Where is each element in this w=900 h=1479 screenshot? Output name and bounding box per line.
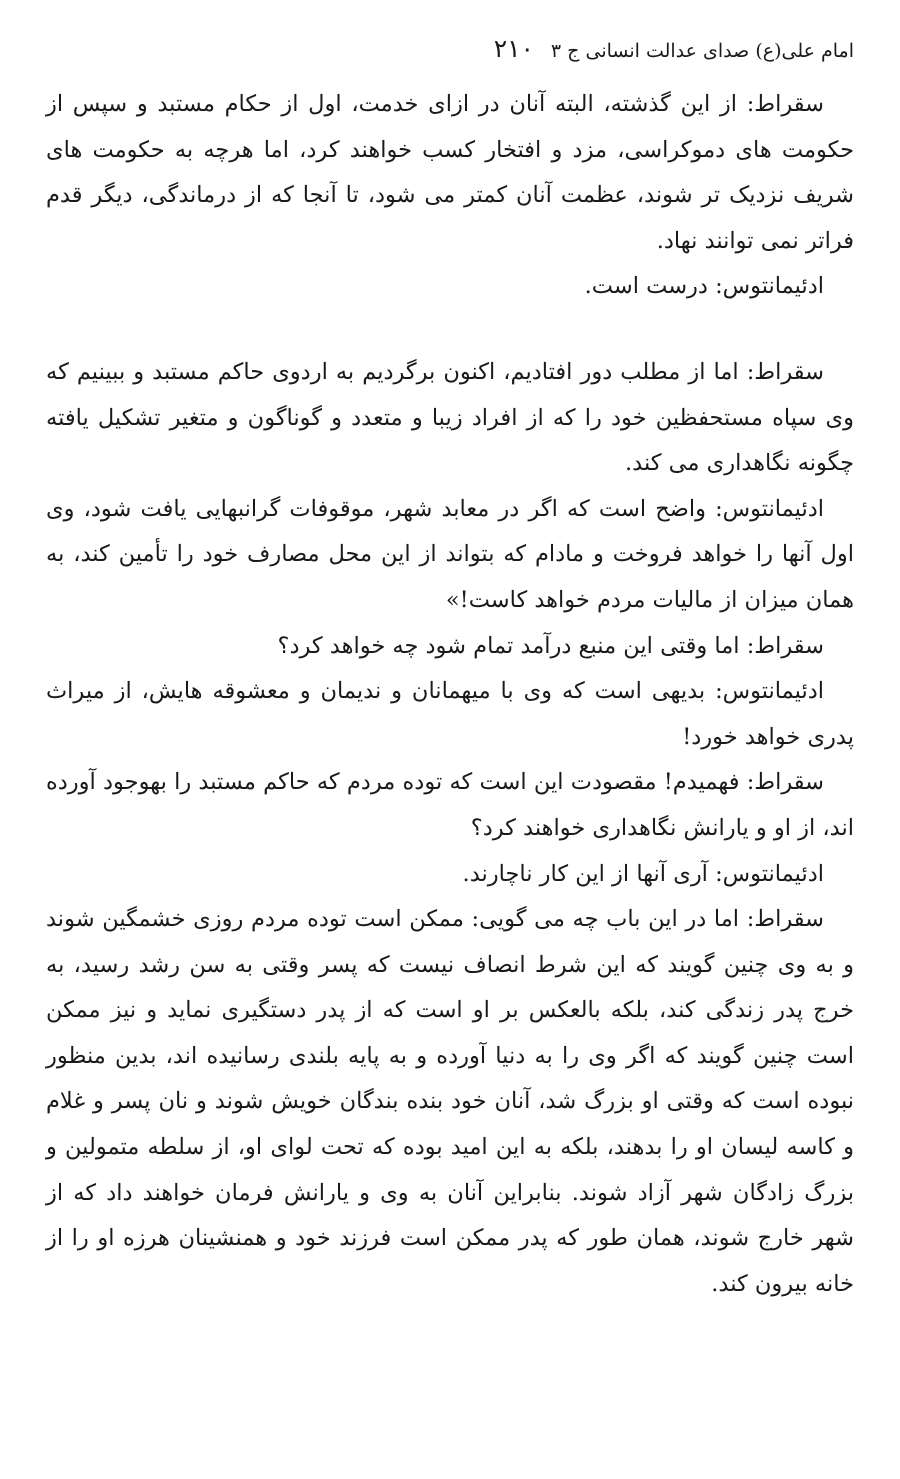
paragraph-4: ادئیمانتوس: واضح است که اگر در معابد شهر، موقوفات گرانبهایی یافت شود، وی اول آنها را خواهد فروخت و مادام که بتواند از این محل مصارف خود را تأمین کند، به همان میزان از مالیات مردم خواهد کاست!»	[46, 495, 854, 613]
page-number: ۲۱۰	[493, 34, 534, 63]
page-header	[46, 34, 854, 74]
page-body	[46, 82, 854, 1307]
paragraph-7: سقراط: فهمیدم! مقصودت این است که توده مردم که حاکم مستبد را بهوجود آورده اند، از او و یارانش نگاهداری خواهند کرد؟	[46, 769, 854, 841]
paragraph-1: سقراط: از این گذشته، البته آنان در ازای خدمت، اول از حکام مستبد و سپس از حکومت های دموکراسی، مزد و افتخار کسب خواهند کرد، اما هرچه به حکومت های شریف نزدیک تر شوند، عظمت آنان کمتر می شود، تا آنجا که از درماندگی، دیگر قدم فراتر نمی توانند نهاد.	[46, 91, 854, 254]
paragraph-2: ادئیمانتوس: درست است.	[584, 273, 824, 300]
paragraph-6: ادئیمانتوس: بدیهی است که وی با میهمانان و ندیمان و معشوقه هایش، از میراث پدری خواهد خورد!	[46, 678, 854, 750]
book-title: امام علی(ع) صدای عدالت انسانی ج ۳	[550, 40, 854, 62]
paragraph-3: سقراط: اما از مطلب دور افتادیم، اکنون برگردیم به اردوی حاکم مستبد و ببینیم که وی سپاه مستحفظین خود را که از افراد زیبا و متعدد و گوناگون و متغیر تشکیل یافته چگونه نگاهداری می کند.	[46, 358, 854, 477]
paragraph-5: سقراط: اما وقتی این منبع درآمد تمام شود چه خواهد کرد؟	[277, 632, 824, 659]
paragraph-8: ادئیمانتوس: آری آنها از این کار ناچارند.	[462, 860, 824, 887]
paragraph-9: سقراط: اما در این باب چه می گویی: ممکن است توده مردم روزی خشمگین شوند و به وی چنین گویند که این شرط انصاف نیست که پسر وقتی به سن رشد رسید، به خرج پدر زندگی کند، بلکه بالعکس بر او است که از پدر دستگیری نماید و نیز ممکن است چنین گویند که اگر وی را به دنیا آورده و به پایه بلندی رسانیده اند، بدین منظور نبوده است که وقتی او بزرگ شد، آنان خود بنده بندگان خویش شوند و نان پسر و غلام و کاسه لیسان او را بدهند، بلکه به این امید بوده که تحت لوای او، از سلطه متمولین و بزرگ زادگان شهر آزاد شوند. بنابراین آنان به وی و یارانش فرمان خواهند داد که از شهر خارج شوند، همان طور که پدر ممکن است فرزند خود و همنشینان هرزه او را از خانه بیرون کند.	[46, 906, 854, 1297]
